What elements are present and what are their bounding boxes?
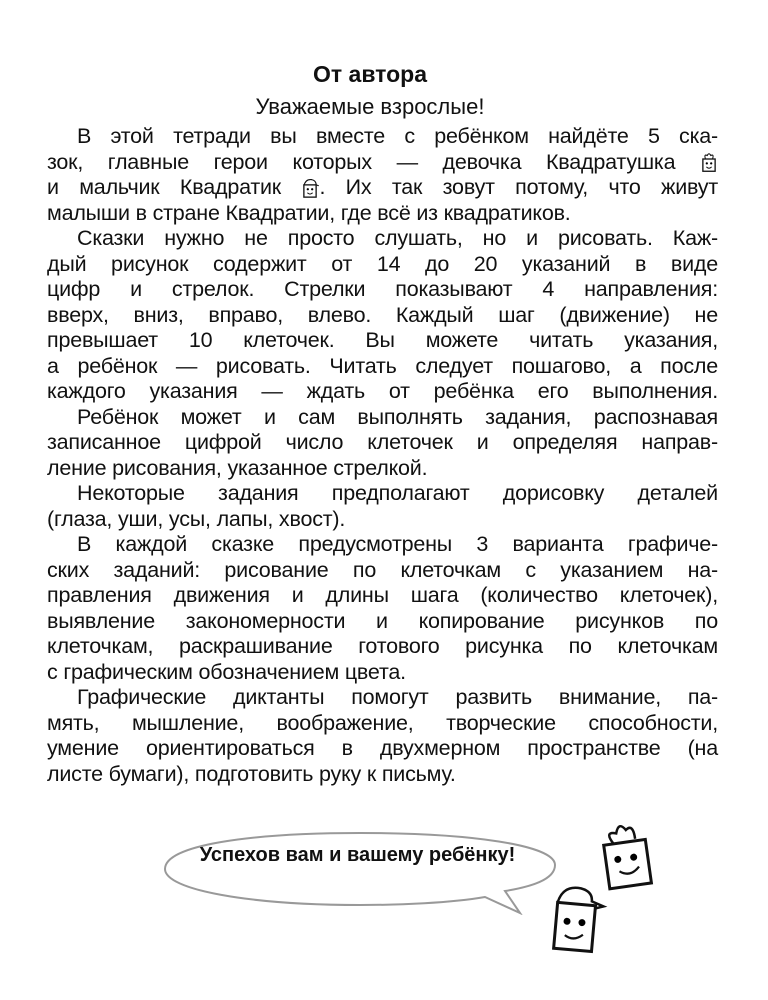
- text-line: В каждой сказке предусмотрены 3 варианта графиче-: [77, 532, 718, 556]
- bubble-text: Успехов вам и вашему ребёнку!: [199, 844, 516, 866]
- girl-character-icon: [700, 152, 718, 173]
- author-text: [47, 124, 718, 787]
- text-line: а ребёнок — рисовать. Читать следует пошагово, а после: [47, 353, 718, 378]
- text-line: мять, мышление, воображение, творческие способности,: [47, 710, 718, 735]
- text-line: Некоторые задания предполагают дорисовку деталей: [77, 481, 718, 505]
- text-line: правления движения и длины шага (количество клеточек),: [47, 583, 718, 607]
- text-line: листе бумаги), подготовить руку к письму.: [47, 761, 456, 786]
- speech-bubble: [160, 825, 560, 915]
- greeting: Уважаемые взрослые!: [255, 94, 485, 119]
- page-title: От автора: [312, 61, 428, 87]
- text-line: вверх, вниз, вправо, влево. Каждый шаг (движение) не: [47, 302, 718, 327]
- text-span: . Их так зовут потому, что живут: [319, 175, 719, 199]
- text-line: каждого указания — ждать от ребёнка его выполнения.: [47, 379, 718, 403]
- text-line: (глаза, уши, усы, лапы, хвост).: [47, 506, 346, 531]
- text-line: дый рисунок содержит от 14 до 20 указаний в виде: [47, 251, 718, 276]
- text-line: ских заданий: рисование по клеточкам с указанием на-: [47, 557, 718, 582]
- text-line: В этой тетради вы вместе с ребёнком найдёте 5 ска-: [77, 124, 718, 148]
- text-span: зок, главные герои которых — девочка Квадратушка: [47, 149, 676, 174]
- text-span: и мальчик Квадратик: [47, 175, 282, 199]
- girl-character-icon: [601, 823, 651, 889]
- text-line: Графические диктанты помогут развить внимание, па-: [77, 685, 718, 709]
- text-line: цифр и стрелок. Стрелки показывают 4 направления:: [47, 277, 718, 301]
- text-line: умение ориентироваться в двухмерном пространстве (на: [47, 736, 718, 760]
- text-line: превышает 10 клеточек. Вы можете читать указания,: [47, 328, 718, 352]
- text-line: выявление закономерности и копирование рисунков по: [47, 608, 718, 633]
- characters-illustration: [540, 820, 670, 960]
- text-line: малыши в стране Квадратии, где всё из квадратиков.: [47, 200, 571, 225]
- text-line: [47, 150, 718, 176]
- boy-character-icon: [554, 886, 605, 952]
- text-line: с графическим обозначением цвета.: [47, 659, 406, 684]
- text-line: ление рисования, указанное стрелкой.: [47, 455, 428, 480]
- text-line: записанное цифрой число клеточек и определяя направ-: [47, 430, 718, 454]
- text-line: клеточкам, раскрашивание готового рисунка по клеточкам: [47, 634, 718, 658]
- text-line: Ребёнок может и сам выполнять задания, распознавая: [77, 404, 718, 429]
- boy-character-icon: [301, 177, 319, 198]
- text-line: Сказки нужно не просто слушать, но и рисовать. Каж-: [77, 226, 718, 250]
- text-line: [47, 175, 718, 201]
